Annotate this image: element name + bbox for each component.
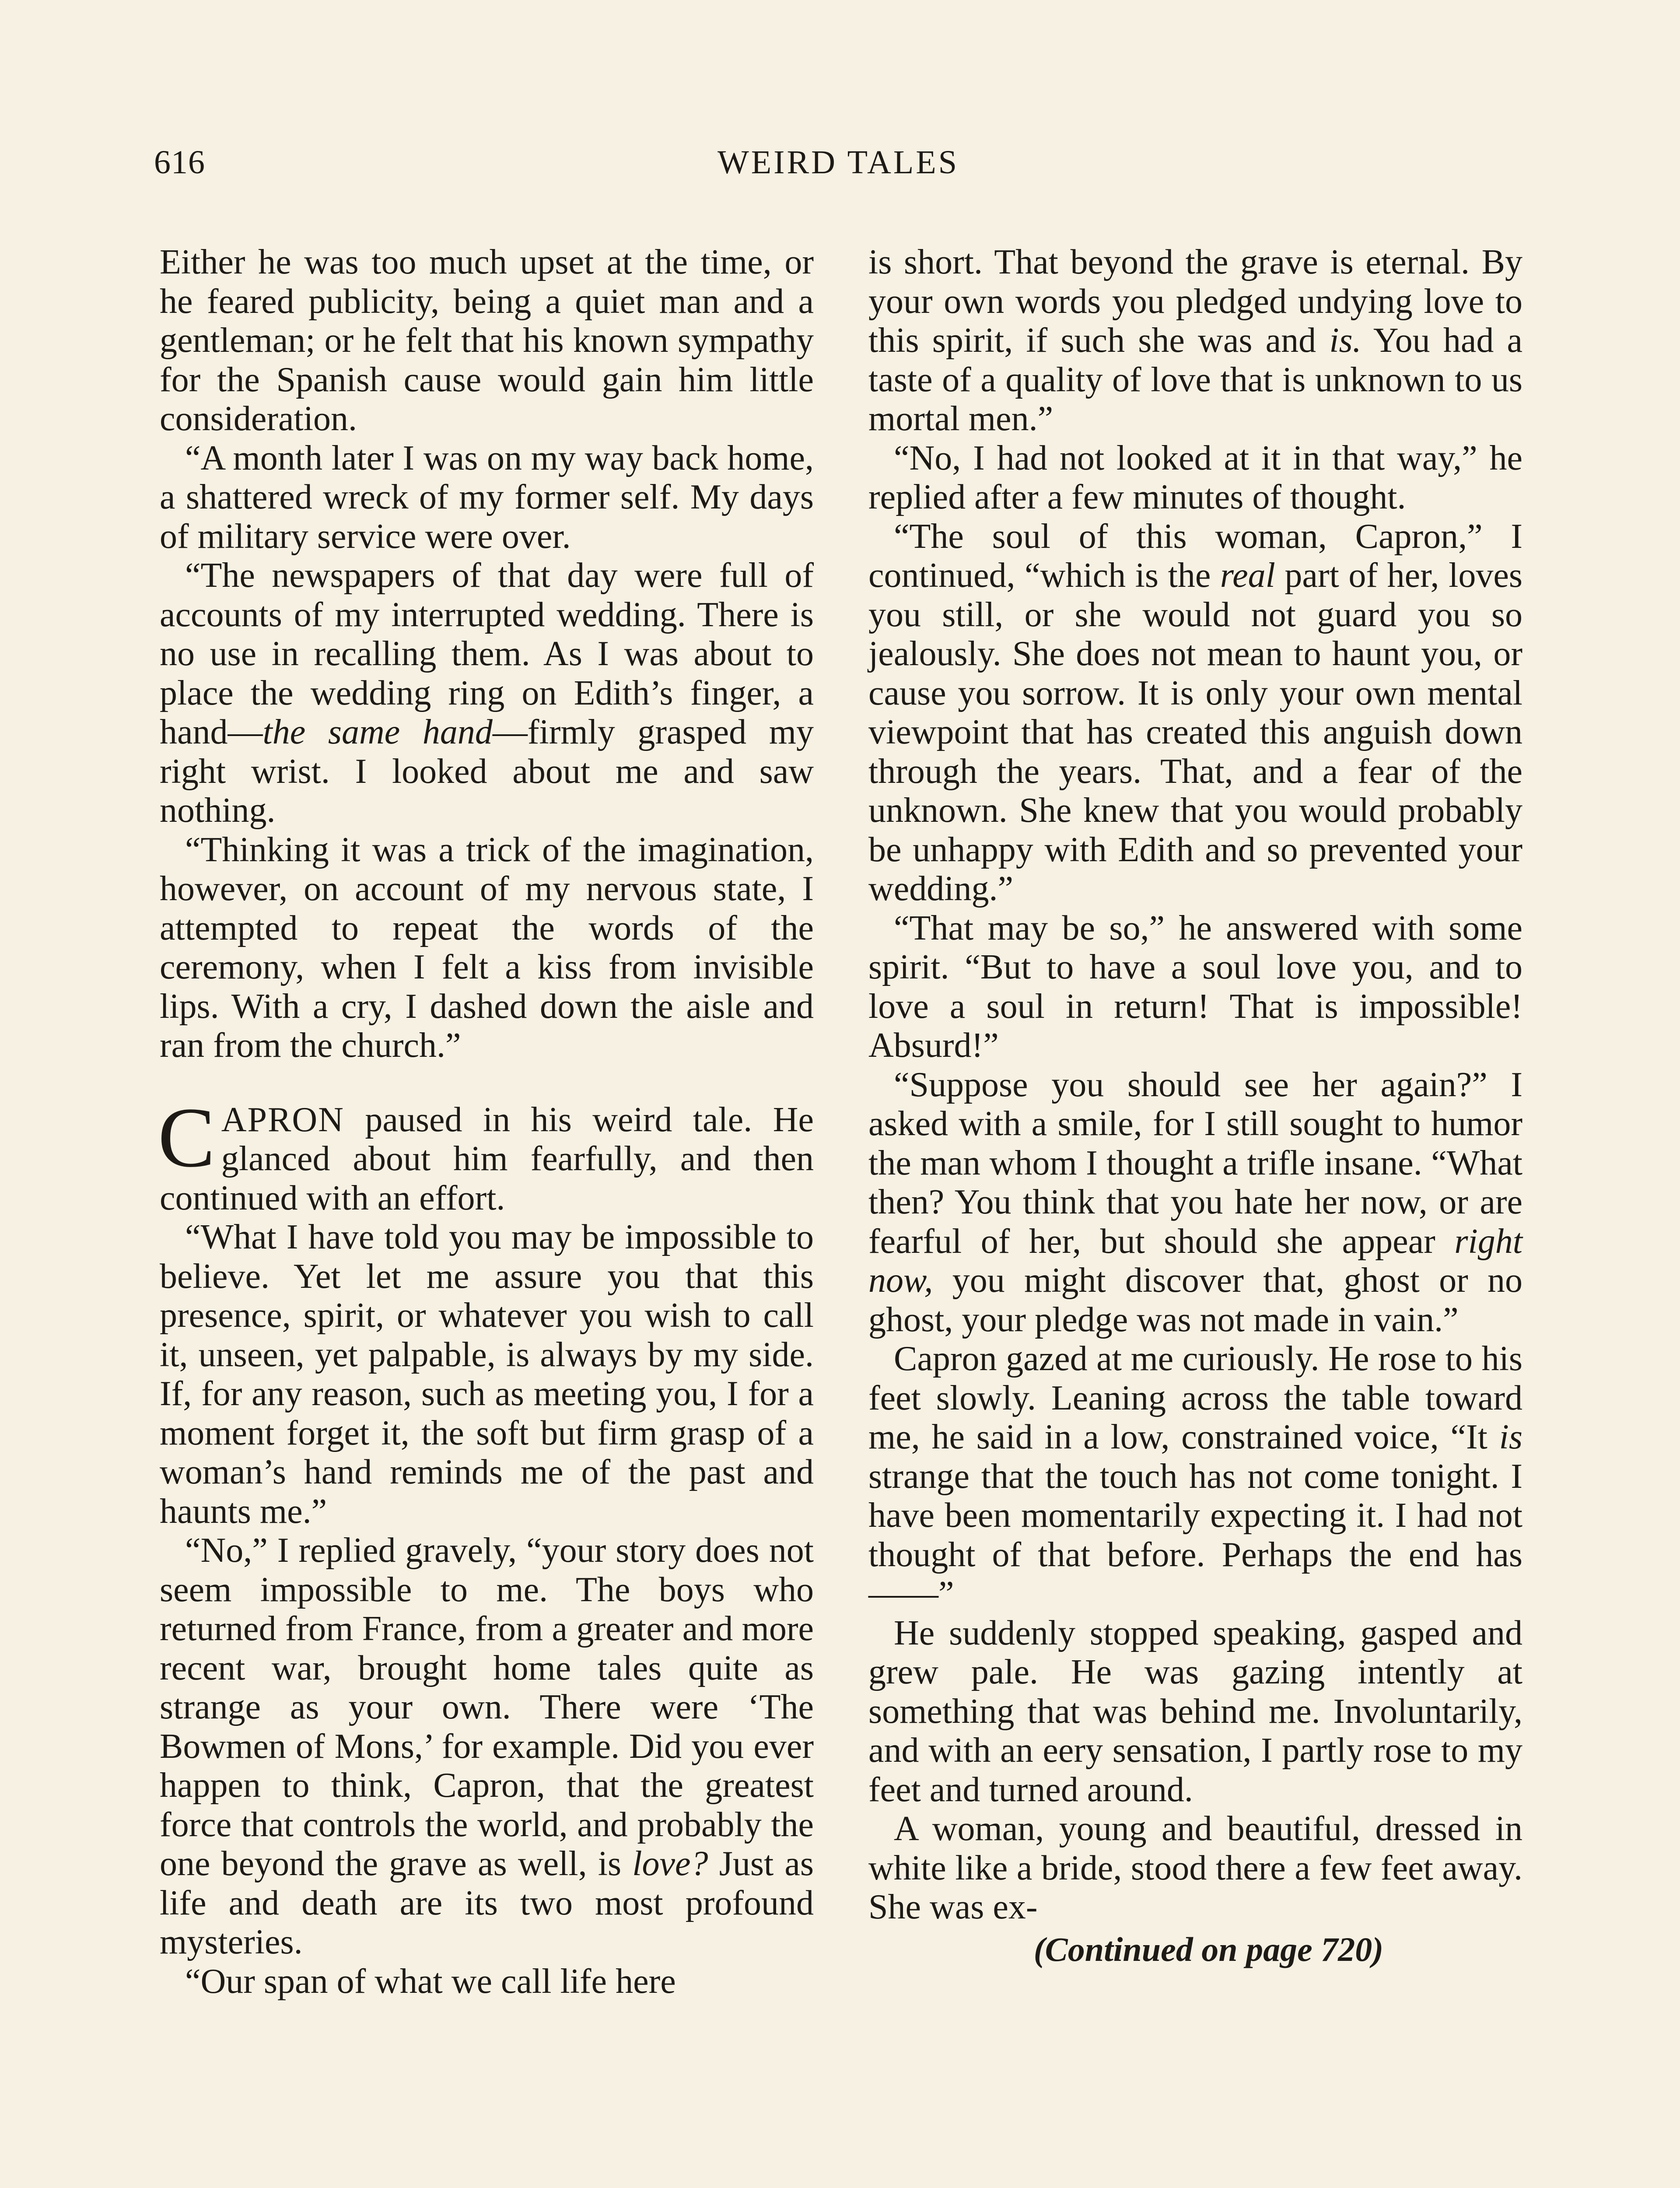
paragraph: He suddenly stopped speaking, gasped and grew pale. He was gazing intently at something that was behind me. Involuntarily, and with an eery sensation, I partly rose to my feet and turned around. — [868, 1613, 1522, 1809]
small-caps-word: APRON — [221, 1100, 344, 1139]
left-column — [160, 243, 814, 2001]
paragraph: “Our span of what we call life here — [185, 1962, 676, 2001]
paragraph: “Thinking it was a trick of the imagination, however, on account of my nervous state, I attempted to repeat the words of the ceremony, when I felt a kiss from invisible lips. With a cry, I dashed down the aisle and ran from the church.” — [160, 830, 814, 1065]
paragraph: “The newspapers of that day were full of accounts of my interrupted wedding. There is no use in recalling them. As I was about to place the wedding ring on Edith’s finger, a hand—the same hand—firmly grasped my right wrist. I looked about me and saw nothing. — [160, 556, 814, 830]
paragraph: “No, I had not looked at it in that way,” he replied after a few minutes of thought. — [868, 438, 1522, 516]
continued-note: (Continued on page 720) — [1033, 1930, 1384, 1968]
running-head: WEIRD TALES — [717, 144, 959, 181]
paragraph: is short. That beyond the grave is eternal. By your own words you pledged undying love to this spirit, if such she was and is. You had a taste of a quality of love that is unknown to us mortal men.” — [868, 243, 1522, 438]
paragraph: “No,” I replied gravely, “your story does not seem impossible to me. The boys who returned from France, from a greater and more recent war, brought home tales quite as strange as your own. There were ‘The Bowmen of Mons,’ for example. Did you ever happen to think, Capron, that the greatest force that controls the world, and probably the one beyond the grave as well, is love? Just as life and death are its two most profound mysteries. — [160, 1531, 814, 1961]
paragraph: Either he was too much upset at the time, or he feared publicity, being a quiet man and a gentleman; or he felt that his known sympathy for the Spanish cause would gain him little consideration. — [160, 243, 814, 438]
paragraph: A woman, young and beautiful, dressed in white like a bride, stood there a few feet away. She was ex- — [868, 1809, 1522, 1926]
paragraph: “What I have told you may be impossible to believe. Yet let me assure you that this presence, spirit, or whatever you wish to call it, unseen, yet palpable, is always by my side. If, for any reason, such as meeting you, I for a moment forget it, the soft but firm grasp of a woman’s hand reminds me of the past and haunts me.” — [160, 1218, 814, 1531]
paragraph: “That may be so,” he answered with some spirit. “But to have a soul love you, and to love a soul in return! That is impossible! Absurd!” — [868, 908, 1522, 1065]
section-opening-paragraph: CAPRON paused in his weird tale. He glanced about him fearfully, and then continued with an effort. — [158, 1090, 814, 1217]
page-header — [154, 144, 1522, 192]
right-column — [868, 243, 1522, 1969]
paragraph: “Suppose you should see her again?” I asked with a smile, for I still sought to humor the man whom I thought a trifle insane. “What then? You think that you hate her now, or are fearful of her, but should she appear right now, you might discover that, ghost or no ghost, your pledge was not made in vain.” — [868, 1065, 1522, 1339]
paragraph: “The soul of this woman, Capron,” I continued, “which is the real part of her, loves you still, or she would not guard you so jealously. She does not mean to haunt you, or cause you sorrow. It is only your own mental viewpoint that has created this anguish down through the years. That, and a fear of the unknown. She knew that you would probably be unhappy with Edith and so prevented your wedding.” — [868, 517, 1522, 908]
italic-word: love? — [632, 1844, 708, 1883]
page-number: 616 — [154, 144, 205, 181]
paragraph: Capron gazed at me curiously. He rose to his feet slowly. Leaning across the table toward me, he said in a low, constrained voice, “It is strange that the touch has not come tonight. I have been momentarily expecting it. I had not thought of that before. Perhaps the end has——” — [868, 1339, 1522, 1613]
italic-word: real — [1220, 556, 1275, 595]
italic-word: is. — [1329, 321, 1362, 360]
italic-phrase: right now, — [868, 1222, 1522, 1300]
paragraph: “A month later I was on my way back home, a shattered wreck of my former self. My days of military service were over. — [160, 438, 814, 556]
italic-word: is — [1499, 1418, 1522, 1456]
italic-phrase: the same hand — [262, 713, 493, 751]
drop-cap: C — [158, 1090, 215, 1185]
